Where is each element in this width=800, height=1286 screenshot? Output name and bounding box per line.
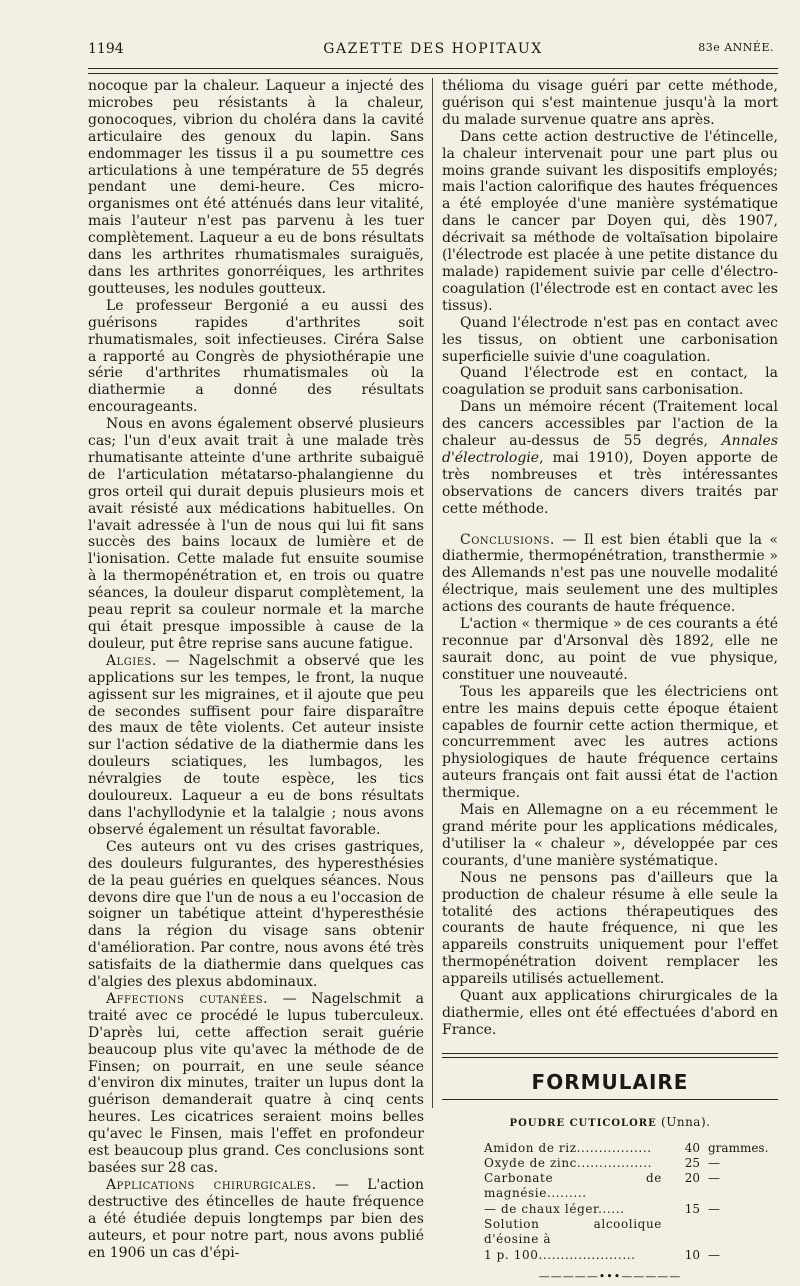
section-heading: Affections cutanées. [106, 990, 269, 1007]
header-rule [88, 68, 778, 69]
formula-name: Amidon de riz................. [484, 1140, 652, 1155]
right-column [442, 78, 778, 1286]
paragraph [442, 399, 778, 517]
paragraph-algies [88, 653, 424, 839]
formulaire-title-rule [442, 1099, 778, 1100]
header-rule-thin [88, 73, 778, 74]
formulaire-rule [442, 1053, 778, 1054]
journal-title: GAZETTE DES HOPITAUX [323, 41, 543, 57]
left-column [88, 78, 424, 1261]
paragraph-applications [88, 1177, 424, 1262]
formula-qty [662, 1217, 708, 1248]
section-heading: Applications chirurgicales. [106, 1176, 317, 1193]
ornament-divider: —————•••————— [538, 1269, 682, 1283]
journal-reference: Annales d'électrologie [442, 433, 778, 466]
formula-subtitle [442, 1114, 778, 1133]
paragraph-text: — Il est bien établi que la « diathermie, thermopénétration, transthermie » des Allemands n'est pas une nouvelle modalité électrique, mais seulement une des multiples actions des courants de haute fréquence. [442, 531, 778, 616]
formula-name: Oxyde de zinc................. [484, 1155, 653, 1170]
formula-unit: — [708, 1247, 720, 1262]
formula-name: Carbonate de magnésie......... [484, 1171, 662, 1201]
paragraph: Quand l'électrode est en contact, la coagulation se produit sans carbonisation. [442, 365, 778, 399]
formula-name: — de chaux léger...... [484, 1201, 625, 1216]
paragraph: L'action « thermique » de ces courants a été reconnue par d'Arsonval dès 1892, elle ne saurait donc, au point de vue physique, constituer une nouveauté. [442, 616, 778, 683]
formula-qty: 20 [684, 1171, 700, 1186]
formula-name: Solution alcoolique d'éosine à [484, 1217, 662, 1247]
paragraph: nocoque par la chaleur. Laqueur a injecté des microbes peu résistants à la chaleur, gonocoques, vibrion du choléra dans la cavité articulaire des genoux du lapin. Sans endommager les tissus il a pu soumettre ces articulations à une température de 55 degrés pendant une demi-heure. Ces micro-organismes ont été atténués dans leur vitalité, mais l'auteur n'est pas parvenu à les tuer complètement. Laqueur a eu de bons résultats dans les arthrites rhumatismales suraiguës, dans les arthrites gonorréiques, les arthrites goutteuses, les nodules goutteux. [88, 78, 424, 297]
paragraph: Nous ne pensons pas d'ailleurs que la production de chaleur résume à elle seule la totalité des actions thérapeutiques des courants de haute fréquence, ni que les appareils construits uniquement pour l'effet thermopénétration doivent remplacer les appareils utilisés actuellement. [442, 869, 778, 988]
paragraph-text: — Nagelschmit a traité avec ce procédé le lupus tuberculeux. D'après lui, cette affection serait guérie beaucoup plus vite qu'avec la méthode de de Finsen; on pourrait, en une seule séance d'environ dix minutes, traiter un lupus dont la guérison demanderait quatre à cinq cents heures. Les cicatrices seraient moins belles qu'avec le Finsen, mais l'effet en profondeur est beaucoup plus grand. Ces conclusions sont basées sur 28 cas. [88, 990, 424, 1176]
formula-unit [708, 1217, 778, 1248]
paragraph: Nous en avons également observé plusieurs cas; l'un d'eux avait trait à une malade très rhumatisante atteinte d'une arthrite subaiguë de l'articulation métatarso-phalangienne du gros orteil qui durait depuis plusieurs mois et avait résisté aux médications habituelles. On l'avait adressée à l'un de nous qui lui fit sans succès des bains locaux de lumière et de l'ionisation. Cette malade fut ensuite soumise à la thermopénétration et, en trois ou quatre séances, la douleur disparut complètement, la peau reprit sa couleur normale et la marche qui était presque impossible à cause de la douleur, put être reprise sans aucune fatigue. [88, 416, 424, 652]
formula-name: POUDRE CUTICOLORE [509, 1117, 657, 1129]
paragraph: Dans cette action destructive de l'étincelle, la chaleur intervenait pour une part plus ou moins grande suivant les dispositifs employés; mais l'action calorifique des hautes fréquences a été employée d'une manière systématique dans le cancer par Doyen qui, dès 1907, décrivait sa méthode de voltaïsation bipolaire (l'électrode est placée à une petite distance du malade) rapidement suivie par celle d'électro-coagulation (l'électrode est en contact avec les tissus). [442, 128, 778, 314]
paragraph-text: Dans un mémoire récent (Traitement local des cancers accessibles par l'action de la chaleur au-dessus de 55 degrés, [442, 399, 778, 450]
paragraph: Le professeur Bergonié a eu aussi des guérisons rapides d'arthrites soit rhumatismales, soit infectieuses. Ciréra Salse a rapporté au Congrès de physiothérapie une série d'arthrites rhumatismales où la diathermie a donné des résultats encourageants. [88, 297, 424, 416]
formula-row [484, 1217, 778, 1248]
formula-qty: 10 [684, 1247, 700, 1262]
paragraph-text: — Nagelschmit a observé que les applications sur les tempes, le front, la nuque agissent sur les migraines, et il ajoute que peu de secondes suffisent pour faire disparaître des maux de tête violents. Cet auteur insiste sur l'action sédative de la diathermie dans les douleurs sciatiques, les lumbagos, les névralgies de toute espèce, les tics douloureux. Laqueur a eu de bons résultats dans l'achyllodynie et la talalgie ; nous avons observé également un résultat favorable. [88, 652, 424, 838]
page-header [88, 36, 778, 58]
formula-row [484, 1202, 778, 1217]
year-label: 83e ANNÉE. [698, 41, 774, 54]
formula-unit: — [708, 1171, 720, 1186]
paragraph: Ces auteurs ont vu des crises gastriques, des douleurs fulgurantes, des hyperesthésies de la peau guéries en quelques séances. Nous devons dire que l'un de nous a eu l'occasion de soigner un tabétique atteint d'hyperesthésie dans la région du visage sans obtenir d'amélioration. Par contre, nous avons été très satisfaits de la diathermie dans quelques cas d'algies des plexus abdominaux. [88, 838, 424, 991]
page-number: 1194 [88, 41, 124, 57]
paragraph: thélioma du visage guéri par cette méthode, guérison qui s'est maintenue jusqu'à la mort du malade survenue quatre ans après. [442, 78, 778, 128]
formula-row [484, 1248, 778, 1263]
section-heading: Algies. [106, 652, 157, 669]
formula-unit: — [708, 1201, 720, 1216]
formula-name: 1 p. 100...................... [484, 1247, 636, 1262]
formula-table [484, 1141, 778, 1263]
formula-row [484, 1156, 778, 1171]
section-heading: Conclusions. [460, 531, 555, 548]
paragraph: Quant aux applications chirurgicales de la diathermie, elles ont été effectuées d'abord en France. [442, 988, 778, 1038]
formula-qty: 40 [684, 1140, 700, 1155]
formulaire-rule-thin [442, 1057, 778, 1058]
column-divider [432, 78, 433, 1108]
formula-qty: 15 [684, 1201, 700, 1216]
paragraph: Mais en Allemagne on a eu récemment le grand mérite pour les applications médicales, d'utiliser la « chaleur », développée par ces courants, d'une manière systématique. [442, 802, 778, 869]
paragraph-conclusions [442, 532, 778, 617]
formula-author: (Unna). [656, 1114, 711, 1129]
formula-row [484, 1171, 778, 1202]
paragraph-text: , mai 1910), Doyen apporte de très nombreuses et très intéressantes observations de cancers divers traités par cette méthode. [442, 449, 778, 517]
formula-unit: grammes. [708, 1140, 769, 1155]
formulaire-title: FORMULAIRE [531, 1069, 689, 1094]
paragraph-text: — L'action destructive des étincelles de haute fréquence a été étudiée depuis longtemps par bien des auteurs, et pour notre part, nous avons publié en 1906 un cas d'épi- [88, 1176, 424, 1261]
paragraph: Tous les appareils que les électriciens ont entre les mains depuis cette époque étaient capables de fournir cette action thermique, et concurremment avec les autres actions physiologiques de haute fréquence certains auteurs français ont fait aussi état de l'action thermique. [442, 683, 778, 802]
paragraph: Quand l'électrode n'est pas en contact avec les tissus, on obtient une carbonisation superficielle suivie d'une coagulation. [442, 314, 778, 365]
formula-qty: 25 [684, 1155, 700, 1170]
paragraph-affections [88, 991, 424, 1177]
formula-unit: — [708, 1155, 720, 1170]
formula-row [484, 1141, 778, 1156]
